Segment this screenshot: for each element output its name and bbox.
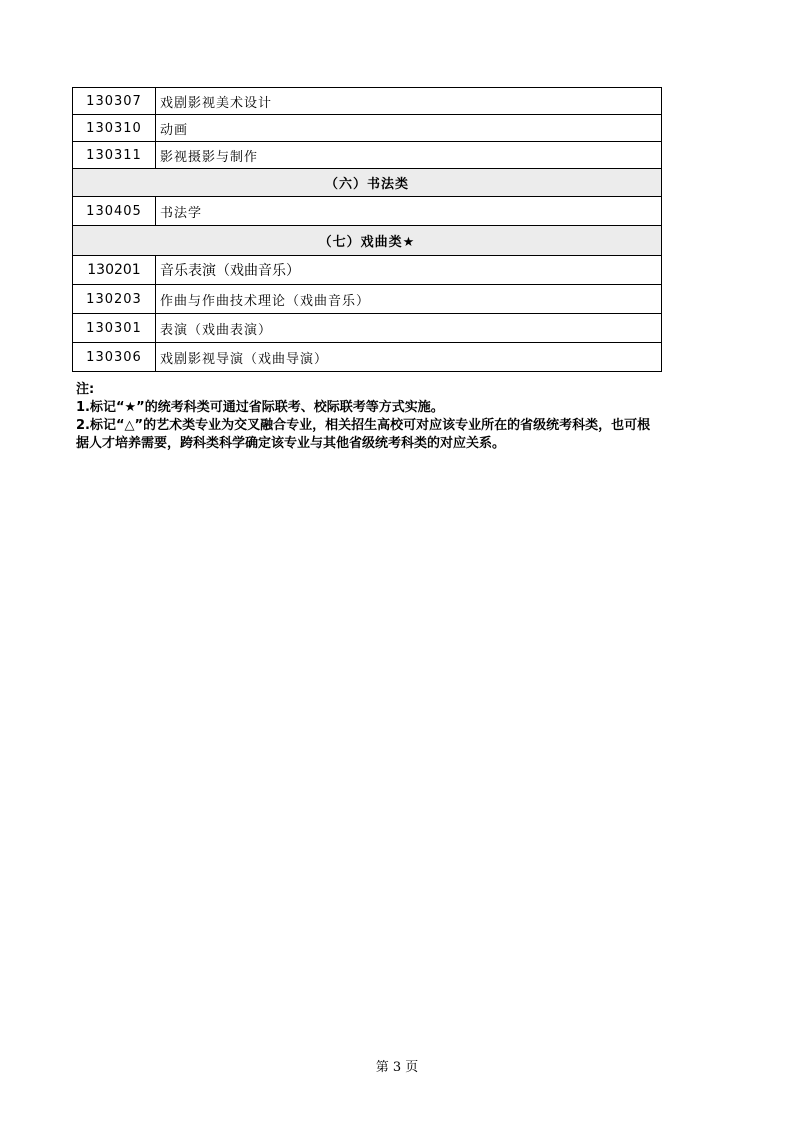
major-name: 影视摄影与制作 [156,142,662,169]
note-1: 1.标记“★”的统考科类可通过省际联考、校际联考等方式实施。 [76,400,444,415]
notes-title: 注: [76,382,95,397]
major-code: 130307 [73,88,156,115]
note-2: 2.标记“△”的艺术类专业为交叉融合专业，相关招生高校可对应该专业所在的省级统考科类，也可根据人才培养需要，跨科类科学确定该专业与其他省级统考科类的对应关系。 [76,418,651,451]
major-table [72,87,662,372]
notes [76,381,662,453]
table-row [73,142,662,169]
major-name: 动画 [156,115,662,142]
major-name: 音乐表演（戏曲音乐） [156,256,662,285]
major-code: 130301 [73,314,156,343]
table-row [73,285,662,314]
major-name: 作曲与作曲技术理论（戏曲音乐） [156,285,662,314]
table-row [73,115,662,142]
category-header-row [73,169,662,197]
category-header-row [73,226,662,256]
major-name: 戏剧影视导演（戏曲导演） [156,343,662,372]
page-number: 第 3 页 [375,1060,419,1075]
table-row [73,256,662,285]
major-code: 130201 [73,256,156,285]
major-name: 表演（戏曲表演） [156,314,662,343]
category-header: （六）书法类 [73,169,662,197]
table-row [73,88,662,115]
major-code: 130310 [73,115,156,142]
major-code: 130203 [73,285,156,314]
table-row [73,197,662,226]
table-row [73,314,662,343]
major-name: 戏剧影视美术设计 [156,88,662,115]
major-code: 130311 [73,142,156,169]
major-code: 130405 [73,197,156,226]
major-name: 书法学 [156,197,662,226]
category-header: （七）戏曲类★ [73,226,662,256]
major-code: 130306 [73,343,156,372]
table-row [73,343,662,372]
